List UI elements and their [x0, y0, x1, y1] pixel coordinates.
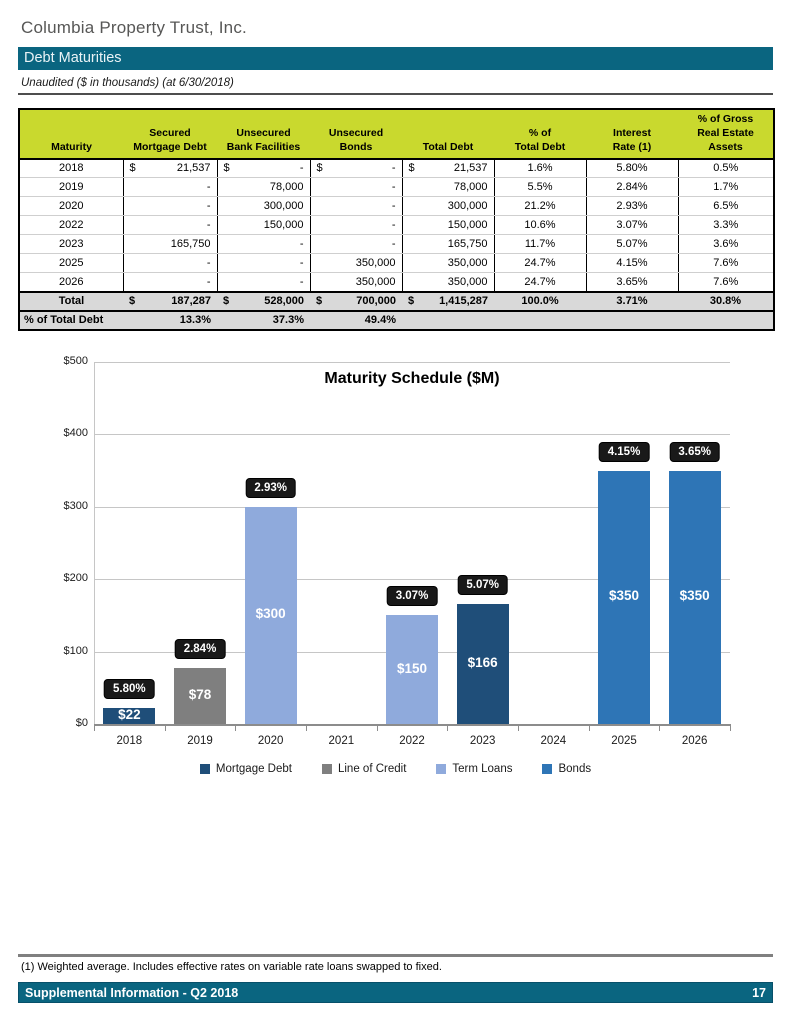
amount-cell-3-wrap	[409, 162, 488, 174]
total-amount-0-dollar-sign: $	[129, 295, 136, 308]
amount-cell-0-wrap	[130, 238, 211, 250]
percent-cell-2: 3.3%	[678, 216, 774, 235]
column-header-line1: % of	[528, 127, 552, 140]
bar-value-label-2023: $166	[467, 654, 498, 670]
x-axis-category-label: 2026	[681, 735, 708, 747]
percent-cell-2: 3.6%	[678, 235, 774, 254]
percent-cell-1: 5.80%	[586, 159, 678, 178]
column-header	[217, 109, 310, 159]
column-header-line2: Real Estate Assets	[697, 127, 754, 154]
amount-cell-2-wrap	[317, 257, 396, 269]
percent-cell-1: 2.93%	[586, 197, 678, 216]
x-axis-category-label: 2023	[469, 735, 496, 747]
amount-cell-0-value: 165,750	[170, 238, 211, 251]
table-header	[19, 109, 774, 159]
total-amount-0-wrap	[129, 295, 211, 307]
amount-cell-2-wrap	[317, 238, 396, 250]
x-axis-tick	[447, 726, 448, 731]
unaudited-subtitle: Unaudited ($ in thousands) (at 6/30/2018)	[21, 77, 234, 89]
amount-cell-2	[310, 254, 402, 273]
x-axis-tick	[518, 726, 519, 731]
amount-cell-0-wrap	[130, 181, 211, 193]
amount-cell-2-value: -	[391, 200, 396, 213]
page-number: 17	[752, 985, 766, 1000]
amount-cell-0	[123, 273, 217, 292]
column-header-line2: Maturity	[51, 141, 92, 154]
rate-callout-2022: 3.07%	[387, 586, 438, 606]
amount-cell-1-wrap	[224, 257, 304, 269]
percent-cell-0: 11.7%	[494, 235, 586, 254]
total-amount-3	[402, 292, 494, 311]
column-header-line1: Unsecured	[236, 127, 291, 140]
legend-label: Bonds	[558, 763, 592, 775]
column-header	[586, 109, 678, 159]
amount-cell-2-dollar-sign: $	[316, 162, 323, 175]
x-axis-tick	[659, 726, 660, 731]
amount-cell-0-wrap	[130, 219, 211, 231]
y-axis-tick-label: $0	[75, 717, 88, 729]
footnote: (1) Weighted average. Includes effective rates on variable rate loans swapped to fixed.	[21, 961, 442, 973]
total-amount-0	[123, 292, 217, 311]
bar-value-label-2025: $350	[608, 588, 640, 604]
column-header-line1: Secured	[149, 127, 191, 140]
legend-item	[322, 763, 406, 775]
maturity-schedule-chart	[0, 348, 791, 793]
y-axis-tick-label: $200	[63, 572, 88, 585]
column-header	[123, 109, 217, 159]
legend-item	[436, 763, 512, 775]
x-axis-category-label: 2022	[399, 735, 425, 747]
amount-cell-3	[402, 254, 494, 273]
amount-cell-2-wrap	[317, 276, 396, 288]
bar-value-label-2022: $150	[396, 660, 428, 676]
amount-cell-0-value: -	[206, 181, 211, 194]
pct-row-value-wrap-2	[316, 314, 396, 326]
column-header-line2: Bank Facilities	[226, 141, 301, 154]
pct-row-empty-1	[494, 311, 586, 330]
pct-row-label: % of Total Debt	[19, 311, 123, 330]
chart-legend	[0, 763, 791, 775]
bar-value-label-2019: $78	[188, 686, 212, 702]
gridline-500	[94, 362, 730, 363]
amount-cell-2-wrap	[317, 162, 396, 174]
amount-cell-3-value: 21,537	[453, 162, 488, 175]
legend-item	[542, 763, 591, 775]
gridline-400	[94, 434, 730, 435]
legend-label: Line of Credit	[337, 763, 407, 775]
y-axis-tick-label: $300	[63, 499, 88, 512]
amount-cell-3	[402, 178, 494, 197]
amount-cell-3	[402, 216, 494, 235]
table-row	[19, 197, 774, 216]
pct-row-val-2: 49.4%	[364, 314, 396, 327]
percent-cell-0: 24.7%	[494, 273, 586, 292]
x-axis-category-label: 2018	[116, 735, 143, 747]
amount-cell-2-value: -	[391, 238, 396, 251]
amount-cell-0	[123, 254, 217, 273]
table-body	[19, 159, 774, 330]
legend-swatch-icon	[200, 764, 210, 774]
amount-cell-1-value: 300,000	[263, 200, 304, 213]
total-amount-1-dollar-sign: $	[223, 295, 230, 308]
x-axis-line	[94, 724, 731, 726]
column-header-line2: Total Debt	[514, 141, 566, 154]
amount-cell-3-wrap	[409, 276, 488, 288]
amount-cell-0-value: 21,537	[176, 162, 211, 175]
maturity-cell: 2020	[19, 197, 123, 216]
amount-cell-1	[217, 197, 310, 216]
amount-cell-1-wrap	[224, 181, 304, 193]
amount-cell-0-value: -	[206, 275, 211, 288]
amount-cell-0-value: -	[206, 219, 211, 232]
pct-row-value-wrap-0	[129, 314, 211, 326]
x-axis-category-label: 2021	[328, 735, 355, 747]
y-axis-line	[94, 362, 95, 724]
total-amount-1-value: 528,000	[264, 295, 304, 308]
total-amount-3-wrap	[408, 295, 488, 307]
percent-cell-0: 1.6%	[494, 159, 586, 178]
column-header-line1: % of Gross	[697, 113, 754, 125]
amount-cell-2	[310, 216, 402, 235]
total-amount-2	[310, 292, 402, 311]
pct-row-value-0	[123, 311, 217, 330]
amount-cell-0-wrap	[130, 257, 211, 269]
x-axis-tick	[589, 726, 590, 731]
amount-cell-1-dollar-sign: $	[223, 162, 230, 175]
column-header-line2: Total Debt	[422, 141, 474, 154]
amount-cell-3-wrap	[409, 181, 488, 193]
table-header-row	[19, 109, 774, 159]
total-amount-1-wrap	[223, 295, 304, 307]
rate-callout-2026: 3.65%	[669, 442, 720, 462]
amount-cell-2	[310, 235, 402, 254]
footnote-divider	[18, 954, 773, 957]
legend-swatch-icon	[542, 764, 552, 774]
amount-cell-0	[123, 216, 217, 235]
amount-cell-1-wrap	[224, 219, 304, 231]
percent-cell-0: 5.5%	[494, 178, 586, 197]
footer-bar	[18, 982, 773, 1003]
maturity-cell: 2023	[19, 235, 123, 254]
maturity-cell: 2025	[19, 254, 123, 273]
total-label: Total	[19, 292, 123, 311]
amount-cell-2-wrap	[317, 181, 396, 193]
legend-swatch-icon	[322, 764, 332, 774]
pct-row-val-0: 13.3%	[179, 314, 211, 327]
total-percent-1: 3.71%	[586, 292, 678, 311]
percent-cell-0: 24.7%	[494, 254, 586, 273]
percent-cell-2: 6.5%	[678, 197, 774, 216]
rate-callout-2020: 2.93%	[245, 478, 296, 498]
x-axis-tick	[165, 726, 166, 731]
pct-row-value-1	[217, 311, 310, 330]
x-axis-tick	[94, 726, 95, 731]
amount-cell-3-dollar-sign: $	[408, 162, 415, 175]
amount-cell-0	[123, 235, 217, 254]
footer-title: Supplemental Information - Q2 2018	[25, 985, 239, 1000]
column-header	[310, 109, 402, 159]
y-axis-tick-label: $100	[63, 644, 88, 657]
rate-callout-2023: 5.07%	[457, 575, 508, 595]
y-axis-tick-label: $500	[63, 355, 88, 367]
amount-cell-0	[123, 159, 217, 178]
pct-row-empty-2	[586, 311, 678, 330]
percent-cell-2: 7.6%	[678, 254, 774, 273]
amount-cell-0-wrap	[130, 200, 211, 212]
column-header-line2: Rate (1)	[612, 141, 652, 154]
amount-cell-2	[310, 178, 402, 197]
amount-cell-1-value: -	[299, 275, 304, 288]
maturity-cell: 2018	[19, 159, 123, 178]
amount-cell-1	[217, 159, 310, 178]
amount-cell-1	[217, 235, 310, 254]
legend-label: Mortgage Debt	[215, 763, 292, 775]
total-amount-3-dollar-sign: $	[408, 295, 415, 308]
x-axis-category-label: 2019	[187, 735, 213, 747]
amount-cell-1	[217, 254, 310, 273]
amount-cell-0-value: -	[206, 257, 211, 270]
amount-cell-0	[123, 197, 217, 216]
amount-cell-3-value: 350,000	[447, 275, 488, 288]
pct-of-total-row	[19, 311, 774, 330]
column-header-line2: Bonds	[339, 141, 373, 154]
amount-cell-1-value: -	[299, 162, 304, 175]
chart-title: Maturity Schedule ($M)	[324, 370, 500, 387]
x-axis-category-label: 2020	[257, 735, 284, 747]
table-row	[19, 159, 774, 178]
percent-cell-1: 3.65%	[586, 273, 678, 292]
x-axis-category-label: 2024	[540, 735, 567, 747]
column-header-line1: Unsecured	[328, 127, 384, 140]
pct-row-empty-0	[402, 311, 494, 330]
amount-cell-1-value: 150,000	[263, 219, 304, 232]
total-amount-2-dollar-sign: $	[316, 295, 323, 308]
total-amount-1	[217, 292, 310, 311]
amount-cell-2-wrap	[317, 219, 396, 231]
amount-cell-3-wrap	[409, 238, 488, 250]
percent-cell-2: 7.6%	[678, 273, 774, 292]
amount-cell-3	[402, 159, 494, 178]
total-amount-2-wrap	[316, 295, 396, 307]
amount-cell-0-wrap	[130, 162, 211, 174]
amount-cell-2	[310, 273, 402, 292]
pct-row-value-wrap-1	[223, 314, 304, 326]
legend-label: Term Loans	[452, 763, 513, 775]
percent-cell-1: 4.15%	[586, 254, 678, 273]
column-header	[678, 109, 774, 159]
x-axis-category-label: 2025	[611, 735, 637, 747]
bar-value-label-2020: $300	[255, 606, 286, 622]
x-axis-tick	[730, 726, 731, 731]
amount-cell-1-wrap	[224, 238, 304, 250]
amount-cell-3	[402, 197, 494, 216]
percent-cell-0: 10.6%	[494, 216, 586, 235]
pct-row-empty-3	[678, 311, 774, 330]
table-row	[19, 235, 774, 254]
amount-cell-3-wrap	[409, 257, 488, 269]
amount-cell-3-value: 78,000	[453, 181, 488, 194]
amount-cell-2	[310, 197, 402, 216]
amount-cell-1-wrap	[224, 276, 304, 288]
total-row	[19, 292, 774, 311]
column-header	[19, 109, 123, 159]
company-title: Columbia Property Trust, Inc.	[21, 18, 247, 37]
bar-value-label-2026: $350	[679, 588, 710, 604]
amount-cell-3-value: 165,750	[447, 238, 488, 251]
maturity-cell: 2019	[19, 178, 123, 197]
amount-cell-3-value: 350,000	[447, 257, 488, 270]
amount-cell-1	[217, 273, 310, 292]
column-header-line1: Interest	[613, 127, 651, 140]
amount-cell-1	[217, 216, 310, 235]
pct-row-val-1: 37.3%	[272, 314, 304, 327]
table-row	[19, 254, 774, 273]
amount-cell-2-value: -	[391, 181, 396, 194]
y-axis-tick-label: $400	[63, 427, 88, 440]
percent-cell-2: 1.7%	[678, 178, 774, 197]
amount-cell-3-wrap	[409, 219, 488, 231]
total-amount-3-value: 1,415,287	[439, 295, 488, 308]
column-header-line2: Mortgage Debt	[133, 141, 207, 154]
total-amount-0-value: 187,287	[171, 295, 211, 308]
rate-callout-2019: 2.84%	[175, 639, 226, 659]
percent-cell-1: 3.07%	[586, 216, 678, 235]
amount-cell-1-value: 78,000	[269, 181, 304, 194]
x-axis-tick	[377, 726, 378, 731]
legend-swatch-icon	[436, 764, 446, 774]
debt-maturities-table	[18, 108, 775, 331]
x-axis-tick	[235, 726, 236, 731]
amount-cell-1-value: -	[299, 257, 304, 270]
maturity-cell: 2026	[19, 273, 123, 292]
percent-cell-0: 21.2%	[494, 197, 586, 216]
amount-cell-3-wrap	[409, 200, 488, 212]
section-banner: Debt Maturities	[18, 47, 773, 70]
table-row	[19, 178, 774, 197]
total-amount-2-value: 700,000	[356, 295, 396, 308]
amount-cell-1-wrap	[224, 162, 304, 174]
amount-cell-3	[402, 235, 494, 254]
amount-cell-2-wrap	[317, 200, 396, 212]
amount-cell-3	[402, 273, 494, 292]
table-row	[19, 273, 774, 292]
amount-cell-1-value: -	[299, 238, 304, 251]
amount-cell-2-value: -	[391, 219, 396, 232]
pct-row-value-2	[310, 311, 402, 330]
total-percent-2: 30.8%	[678, 292, 774, 311]
amount-cell-2-value: 350,000	[355, 275, 396, 288]
amount-cell-2-value: 350,000	[355, 257, 396, 270]
percent-cell-2: 0.5%	[678, 159, 774, 178]
amount-cell-1-wrap	[224, 200, 304, 212]
subtitle-divider	[18, 93, 773, 95]
table-row	[19, 216, 774, 235]
amount-cell-0-dollar-sign: $	[129, 162, 136, 175]
amount-cell-0-value: -	[206, 200, 211, 213]
column-header	[402, 109, 494, 159]
amount-cell-0	[123, 178, 217, 197]
percent-cell-1: 5.07%	[586, 235, 678, 254]
amount-cell-2-value: -	[391, 162, 396, 175]
rate-callout-2025: 4.15%	[599, 442, 650, 462]
rate-callout-2018: 5.80%	[104, 679, 155, 699]
column-header	[494, 109, 586, 159]
bar-value-label-2018: $22	[118, 707, 141, 723]
maturity-cell: 2022	[19, 216, 123, 235]
amount-cell-2	[310, 159, 402, 178]
total-percent-0: 100.0%	[494, 292, 586, 311]
amount-cell-3-value: 150,000	[447, 219, 488, 232]
amount-cell-3-value: 300,000	[447, 200, 488, 213]
legend-item	[200, 763, 292, 775]
amount-cell-1	[217, 178, 310, 197]
x-axis-tick	[306, 726, 307, 731]
percent-cell-1: 2.84%	[586, 178, 678, 197]
amount-cell-0-wrap	[130, 276, 211, 288]
